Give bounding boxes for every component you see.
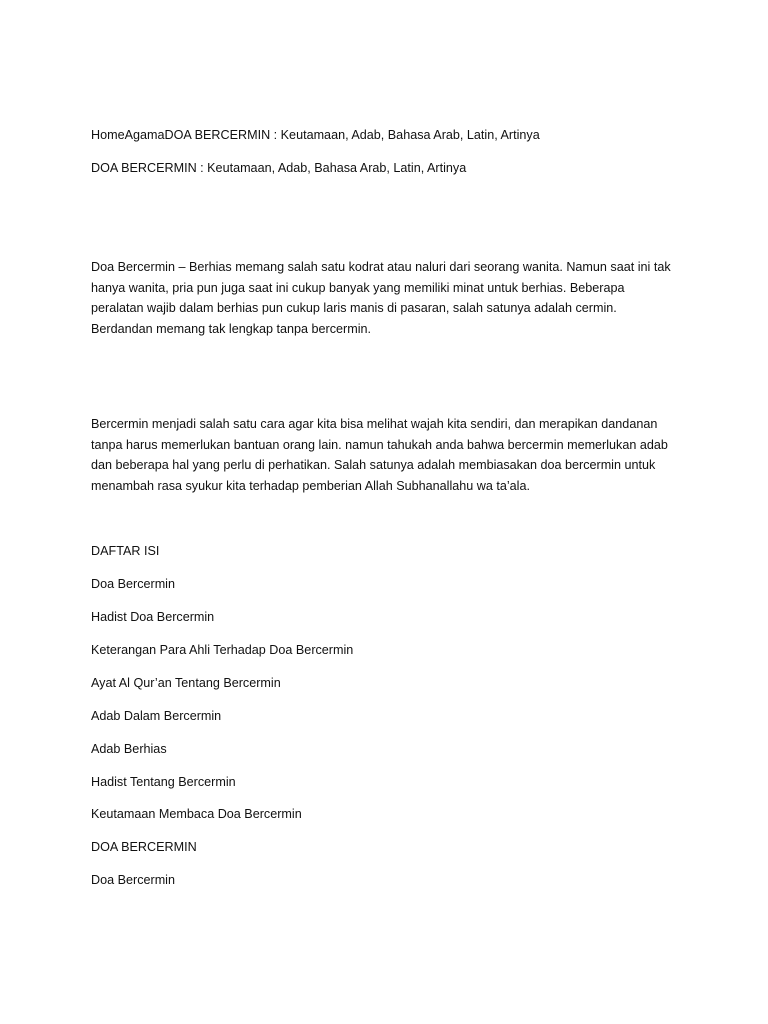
breadcrumb-current: DOA BERCERMIN : Keutamaan, Adab, Bahasa Arab, Latin, Artinya (164, 128, 540, 142)
paragraph-line: peralatan wajib dalam berhias pun cukup laris manis di pasaran, salah satunya adalah cermin. (91, 301, 617, 316)
toc-item[interactable]: Adab Dalam Bercermin (91, 709, 222, 723)
toc-item[interactable]: Adab Berhias (91, 742, 167, 756)
paragraph-line: menambah rasa syukur kita terhadap pemberian Allah Subhanallahu wa ta’ala. (91, 478, 530, 493)
toc-item[interactable]: Hadist Doa Bercermin (91, 610, 215, 624)
toc-item[interactable]: Ayat Al Qur’an Tentang Bercermin (91, 676, 281, 690)
paragraph-line: Bercermin menjadi salah satu cara agar kita bisa melihat wajah kita sendiri, dan merapikan dandanan (91, 417, 658, 431)
toc-item[interactable]: Keutamaan Membaca Doa Bercermin (91, 807, 302, 821)
paragraph-line: Berdandan memang tak lengkap tanpa bercermin. (91, 321, 372, 336)
toc-item[interactable]: Doa Bercermin (91, 577, 175, 591)
breadcrumb-category[interactable]: Agama (124, 128, 165, 142)
second-paragraph (91, 414, 683, 496)
toc-item[interactable]: Doa Bercermin (91, 873, 175, 887)
paragraph-line: Doa Bercermin – Berhias memang salah satu kodrat atau naluri dari seorang wanita. Namun saat ini tak (91, 260, 671, 274)
page-title: DOA BERCERMIN : Keutamaan, Adab, Bahasa Arab, Latin, Artinya (91, 161, 467, 175)
paragraph-line: hanya wanita, pria pun juga saat ini cukup banyak yang memiliki minat untuk berhias. Beberapa (91, 280, 625, 295)
paragraph-line: dan beberapa hal yang perlu di perhatikan. Salah satunya adalah membiasakan doa bercermin untuk (91, 458, 656, 473)
intro-paragraph (91, 257, 683, 339)
breadcrumb (91, 125, 540, 146)
paragraph-line: tanpa harus memerlukan bantuan orang lain. namun tahukah anda bahwa bercermin memerlukan adab (91, 437, 668, 452)
toc-item[interactable]: Keterangan Para Ahli Terhadap Doa Bercermin (91, 643, 354, 657)
breadcrumb-home[interactable]: Home (91, 128, 125, 142)
toc-heading: DAFTAR ISI (91, 544, 160, 558)
toc-item[interactable]: Hadist Tentang Bercermin (91, 775, 236, 789)
toc-item[interactable]: DOA BERCERMIN (91, 840, 197, 854)
